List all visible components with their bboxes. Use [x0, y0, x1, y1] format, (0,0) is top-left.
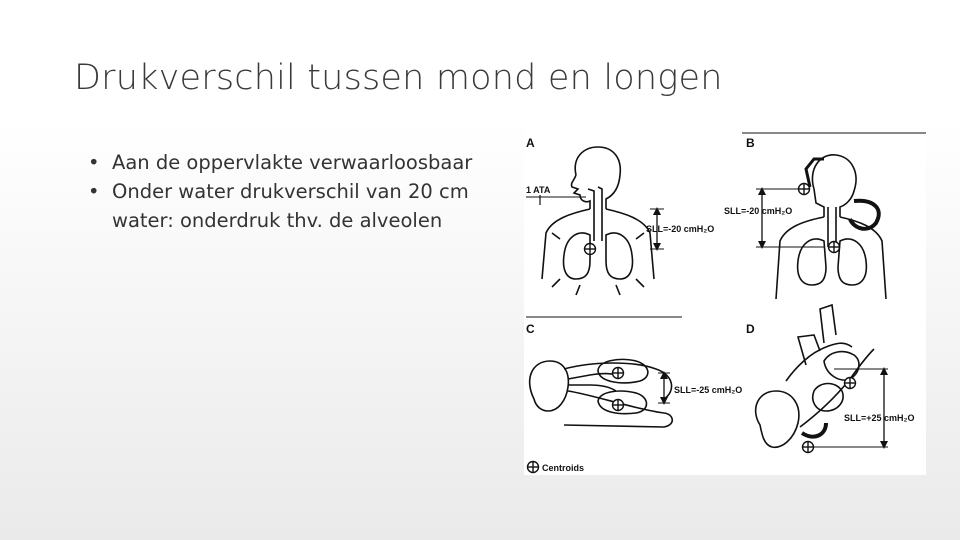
- panel-d-drawing: [756, 305, 888, 449]
- panel-letter-d: D: [746, 322, 755, 336]
- pressure-label: 1 ATA: [526, 185, 551, 195]
- slide-title: Drukverschil tussen mond en longen: [74, 58, 723, 98]
- panel-d-sll-label: SLL=+25 cmH₂O: [844, 413, 915, 423]
- panel-letter-b: B: [746, 136, 755, 150]
- panel-c-drawing: [526, 317, 682, 427]
- panel-letter-c: C: [526, 322, 535, 336]
- panel-a-drawing: [526, 147, 664, 295]
- panel-a-sll-label: SLL=-20 cmH₂O: [646, 224, 715, 234]
- bullet-list: [88, 148, 498, 235]
- bullet-item: • Onder water drukverschil van 20 cm water: onderdruk thv. de alveolen: [88, 177, 498, 235]
- panel-b-sll-label: SLL=-20 cmH₂O: [724, 206, 793, 216]
- centroid-legend: [528, 462, 585, 474]
- diving-lung-pressure-figure: [524, 129, 926, 475]
- bullet-item: • Aan de oppervlakte verwaarloosbaar: [88, 148, 498, 177]
- legend-label: Centroids: [542, 463, 585, 473]
- panel-b-drawing: [742, 133, 926, 299]
- panel-c-sll-label: SLL=-25 cmH₂O: [674, 385, 743, 395]
- panel-letter-a: A: [526, 136, 535, 150]
